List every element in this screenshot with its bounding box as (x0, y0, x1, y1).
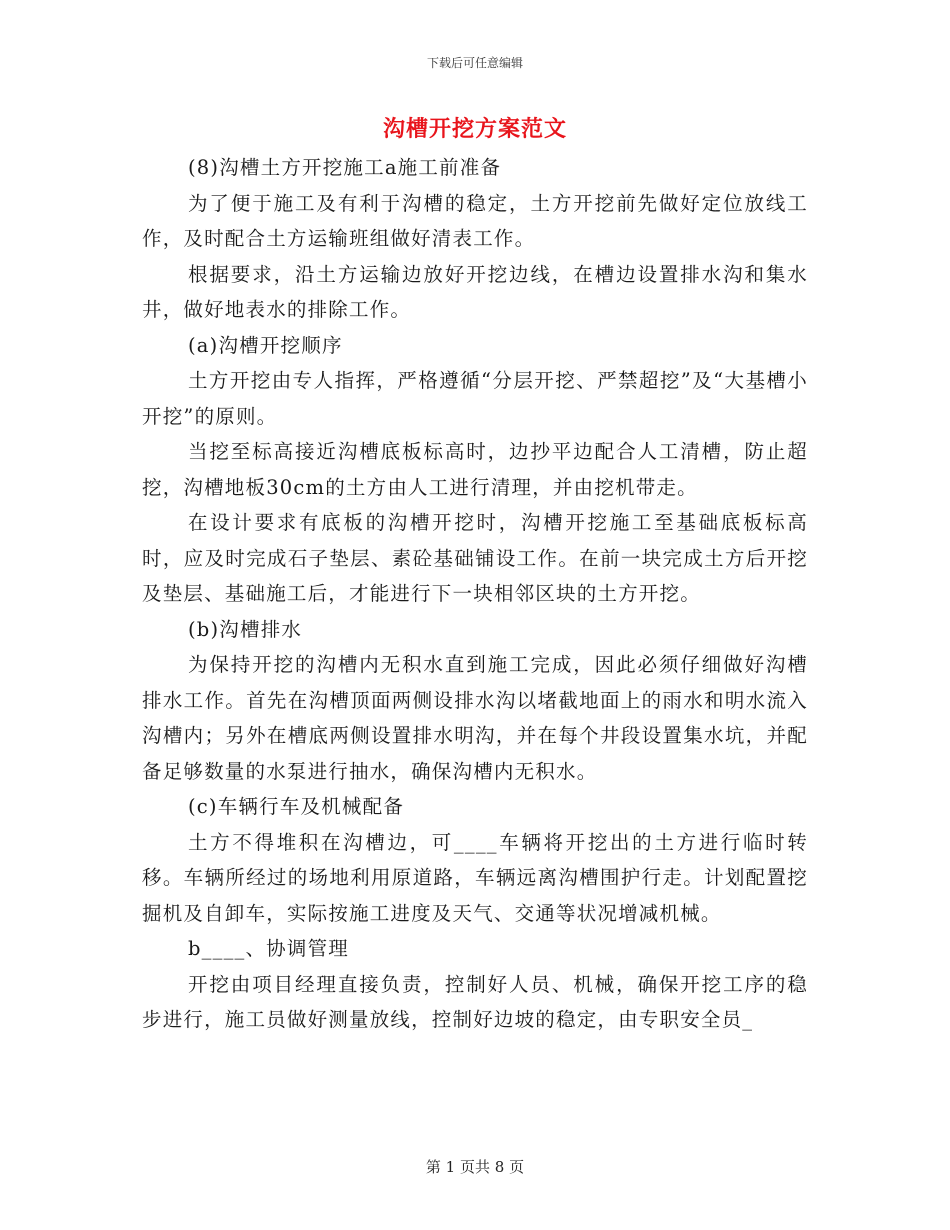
paragraph-subheading: b____、协调管理 (188, 937, 349, 960)
page-footer: 第 1 页共 8 页 (425, 1158, 525, 1176)
paragraph-section-heading: (8)沟槽土方开挖施工a施工前准备 (188, 156, 502, 179)
paragraph-subheading: (c)车辆行车及机械配备 (188, 795, 405, 818)
paragraph: 开挖由项目经理直接负责，控制好人员、机械，确保开挖工序的稳步进行，施工员做好测量放线，控制好边坡的稳定，由专职安全员_ (142, 972, 808, 1031)
paragraph: 当挖至标高接近沟槽底板标高时，边抄平边配合人工清槽，防止超挖，沟槽地板30cm的土方由人工进行清理，并由挖机带走。 (142, 440, 808, 499)
header-note: 下载后可任意编辑 (426, 56, 523, 70)
document-title: 沟槽开挖方案范文 (382, 116, 567, 142)
paragraph: 在设计要求有底板的沟槽开挖时，沟槽开挖施工至基础底板标高时，应及时完成石子垫层、素砼基础铺设工作。在前一块完成土方后开挖及垫层、基础施工后，才能进行下一块相邻区块的土方开挖。 (142, 511, 808, 605)
paragraph: 根据要求，沿土方运输边放好开挖边线，在槽边设置排水沟和集水井，做好地表水的排除工作。 (142, 262, 808, 321)
paragraph: 为了便于施工及有利于沟槽的稳定，土方开挖前先做好定位放线工作，及时配合土方运输班组做好清表工作。 (142, 191, 808, 250)
paragraph-subheading: (a)沟槽开挖顺序 (188, 333, 343, 357)
document-body (142, 150, 808, 1038)
paragraph: 为保持开挖的沟槽内无积水直到施工完成，因此必须仔细做好沟槽排水工作。首先在沟槽顶面两侧设排水沟以堵截地面上的雨水和明水流入沟槽内；另外在槽底两侧设置排水明沟，并在每个井段设置集水坑，并配备足够数量的水泵进行抽水，确保沟槽内无积水。 (142, 653, 808, 783)
paragraph: 土方不得堆积在沟槽边，可____车辆将开挖出的土方进行临时转移。车辆所经过的场地利用原道路，车辆远离沟槽围护行走。计划配置挖掘机及自卸车，实际按施工进度及天气、交通等状况增减机械。 (142, 830, 808, 925)
paragraph: 土方开挖由专人指挥，严格遵循“分层开挖、严禁超挖”及“大基槽小开挖”的原则。 (142, 369, 808, 428)
paragraph-subheading: (b)沟槽排水 (188, 617, 303, 641)
